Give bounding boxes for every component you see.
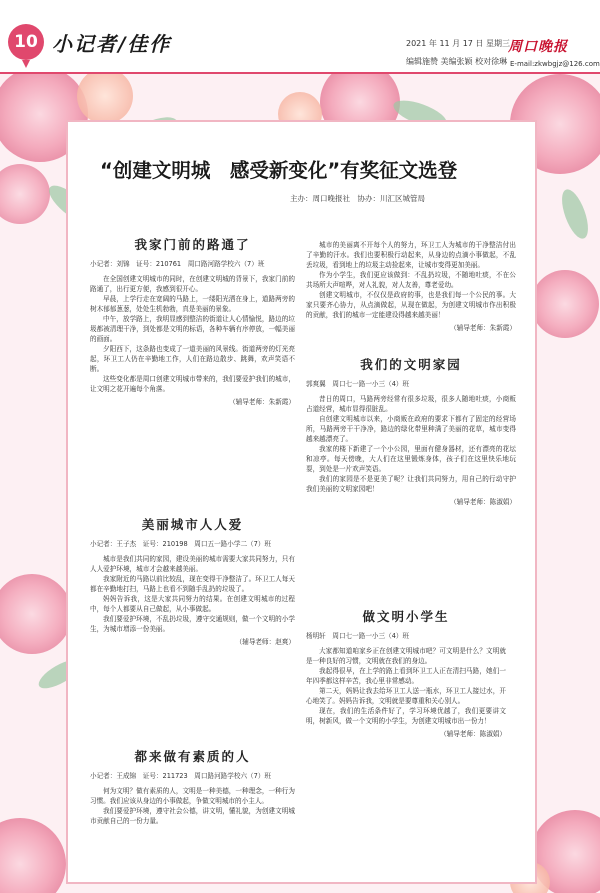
article-byline: 小记者：王成锦 证号：211723 周口路河路学校六（7）班 — [90, 772, 272, 780]
article-paragraph: 现在，我们的生活条件好了，学习环境优越了，我们更要讲文明，树新风，做一个文明的小学生，为创建文明城市出一份力！ — [306, 707, 506, 725]
article-teacher: （辅导老师：朱新霞） — [229, 398, 295, 406]
page-headline: “创建文明城 感受新变化”有奖征文选登 — [100, 159, 458, 182]
article-teacher: （辅导老师：陈淑娟） — [450, 498, 516, 506]
article-paragraph: 第二天，妈妈让我去给环卫工人送一瓶水，环卫工人接过水，开心地笑了。妈妈告诉我，文明就是要尊重和关心别人。 — [306, 687, 506, 705]
article-paragraph: 中午，放学路上，我明显感到整洁的街道让人心情愉悦，路边的垃圾都被清理干净，到处都是文明的标语，各种车辆有序停放，一幅美丽的画面。 — [90, 315, 295, 343]
article-title: 我家门前的路通了 — [134, 237, 251, 252]
article-road — [90, 237, 295, 407]
article-paragraph: 大家都知道咱家乡正在创建文明城市吧？可文明是什么？文明就是一种良好的习惯，文明就在我们的身边。 — [306, 647, 506, 665]
article-paragraph: 我们的家园是不是更美了呢？让我们共同努力，用自己的行动守护我们美丽的文明家园吧！ — [306, 475, 516, 493]
article-paragraph: 城市的美丽离不开每个人的努力，环卫工人为城市的干净整洁付出了辛勤的汗水。我们也要积极行动起来，从身边的点滴小事做起，不乱丢垃圾，看到地上的垃圾主动捡起来，让城市变得更加美丽。 — [306, 241, 516, 269]
article-byline: 小记者：王子杰 证号：210198 周口五一路小学二（7）班 — [90, 540, 272, 548]
article-paragraph: 早晨，上学行走在宽阔的马路上，一缕阳光洒在身上，道路两旁的树木郁郁葱葱，处处生机勃勃，真是美丽的景象。 — [90, 295, 295, 313]
article-paragraph: 作为小学生，我们更应该做到：不乱扔垃圾，不随地吐痰，不在公共场所大声喧哗，对人礼貌，对人友善，尊老爱幼。 — [306, 271, 516, 289]
article-paragraph: 我起得很早，在上学的路上看到环卫工人正在清扫马路，她们一年四季都这样辛苦，我心里非常感动。 — [306, 667, 506, 685]
article-paragraph: 昔日的周口，马路两旁经常有很多垃圾，很多人随地吐痰，小商贩占道经营，城市显得很脏乱。 — [306, 395, 516, 413]
article-paragraph: 在全国创建文明城市的同时，在创建文明城的背景下，我家门前的路通了，出行更方便，我感到很开心。 — [90, 275, 295, 293]
article-paragraph: 何为文明？做有素质的人，文明是一种美德，一种理念，一种行为习惯。我们应该从身边的小事做起，争做文明城市的小主人。 — [90, 787, 295, 805]
article-paragraph: 我们要爱护环境，遵守社会公德，讲文明，懂礼貌，为创建文明城市贡献自己的一份力量。 — [90, 807, 295, 825]
article-teacher: （辅导老师：赵爽） — [235, 638, 295, 646]
article-title: 我们的文明家园 — [360, 357, 462, 372]
article-title: 美丽城市人人爱 — [141, 517, 244, 532]
article-road-continued — [306, 240, 516, 333]
article-civilized-home — [306, 357, 516, 507]
article-paragraph: 我们要爱护环境，不乱扔垃圾，遵守交通规则，做一个文明的小学生，为城市增添一份美丽。 — [90, 615, 295, 633]
page-header — [0, 0, 600, 72]
article-byline: 杨明轩 周口七一路一小三（4）班 — [306, 632, 410, 640]
contact-email: E-mail:zkwbgjz@126.com — [510, 60, 600, 68]
article-civilized-student — [306, 609, 506, 739]
article-title: 都来做有素质的人 — [134, 749, 251, 764]
article-title: 做文明小学生 — [362, 609, 450, 624]
date-line: 2021 年 11 月 17 日 星期三 — [406, 39, 510, 48]
editor-line: 编辑施赞 美编张颖 校对徐琳 — [406, 57, 508, 66]
article-paragraph: 这些变化都是周口创建文明城市带来的，我们要爱护我们的城市，让文明之花开遍每个角落。 — [90, 375, 295, 393]
article-byline: 小记者：刘锦 证号：210761 周口路河路学校六（7）班 — [90, 260, 265, 268]
article-quality-people — [90, 749, 295, 826]
article-paragraph: 我家的楼下新建了一个小公园，里面有健身器材，还有漂亮的花坛和凉亭。每天傍晚，大人们在这里锻炼身体，孩子们在这里快乐地玩耍，到处是一片欢声笑语。 — [306, 445, 516, 473]
article-paragraph: 夕阳西下，这条路也变成了一道美丽的风景线。街道两旁的灯光亮起，环卫工人仍在辛勤地工作，人们在路边散步、跳舞，欢声笑语不断。 — [90, 345, 295, 373]
section-title: 小记者/佳作 — [52, 32, 172, 56]
article-teacher: （辅导老师：朱新霞） — [450, 324, 516, 332]
page-number-badge: 10 — [8, 24, 44, 60]
article-paragraph: 城市是我们共同的家园，建设美丽的城市需要大家共同努力，只有人人爱护环境，城市才会越来越美丽。 — [90, 555, 295, 573]
article-byline: 郭爽翼 周口七一路一小三（4）班 — [306, 380, 410, 388]
newspaper-logo: 周口晚报 — [508, 39, 568, 55]
organizer-line: 主办：周口晚报社 协办：川汇区城管局 — [290, 194, 425, 203]
article-paragraph: 我家附近的马路以前比较乱，现在变得干净整洁了。环卫工人每天都在辛勤地打扫，马路上也看不到随手乱扔的垃圾了。 — [90, 575, 295, 593]
article-teacher: （辅导老师：陈淑娟） — [440, 730, 506, 738]
article-beautiful-city — [90, 517, 295, 647]
article-paragraph: 创建文明城市，不仅仅是政府的事，也是我们每一个公民的事。大家只要齐心协力，从点滴做起，从现在做起，为创建文明城市作出积极的贡献，我们的城市一定能建设得越来越美丽！ — [306, 291, 516, 319]
article-paragraph: 自创建文明城市以来，小商贩在政府的要求下都有了固定的经营场所，马路两旁干干净净，路边的绿化带里种满了美丽的花草，城市变得越来越漂亮了。 — [306, 415, 516, 443]
article-paragraph: 妈妈告诉我，这是大家共同努力的结果。在创建文明城市的过程中，每个人都要从自己做起，从小事做起。 — [90, 595, 295, 613]
